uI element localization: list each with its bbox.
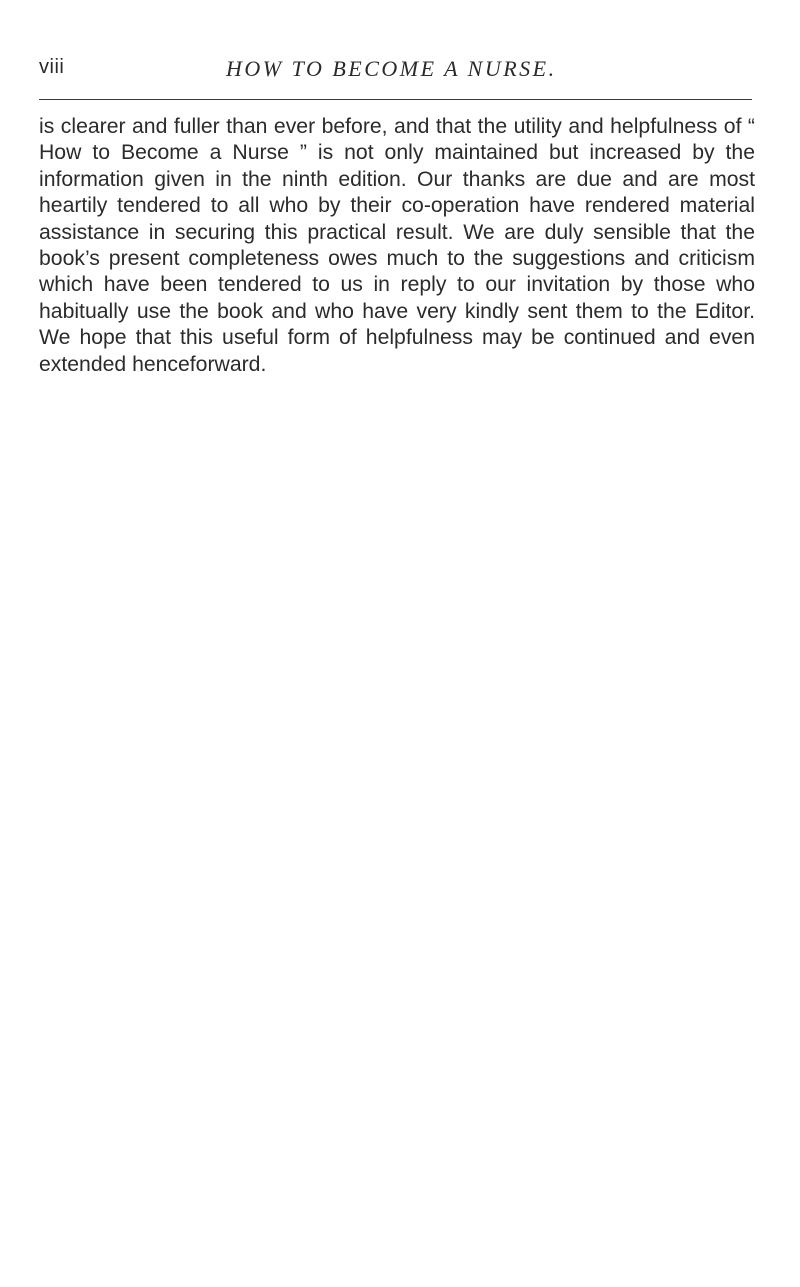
header-rule — [39, 99, 752, 100]
page-number: viii — [39, 56, 65, 78]
body-paragraph: is clearer and fuller than ever before, and that the utility and helpfulness of “ How to Become a Nurse ” is not only maintained but increased by the information given in the ninth edition. Our thanks are due and are most heartily tendered to all who by their co-operation have rendered material assistance in securing this practical result. We are duly sensible that the book’s present completeness owes much to the suggestions and criticism which have been tendered to us in reply to our invitation by those who habitually use the book and who have very kindly sent them to the Editor. We hope that this useful form of helpfulness may be continued and even extended henceforward. — [39, 115, 755, 376]
running-head — [39, 56, 752, 86]
running-title: HOW TO BECOME A NURSE. — [226, 56, 557, 81]
